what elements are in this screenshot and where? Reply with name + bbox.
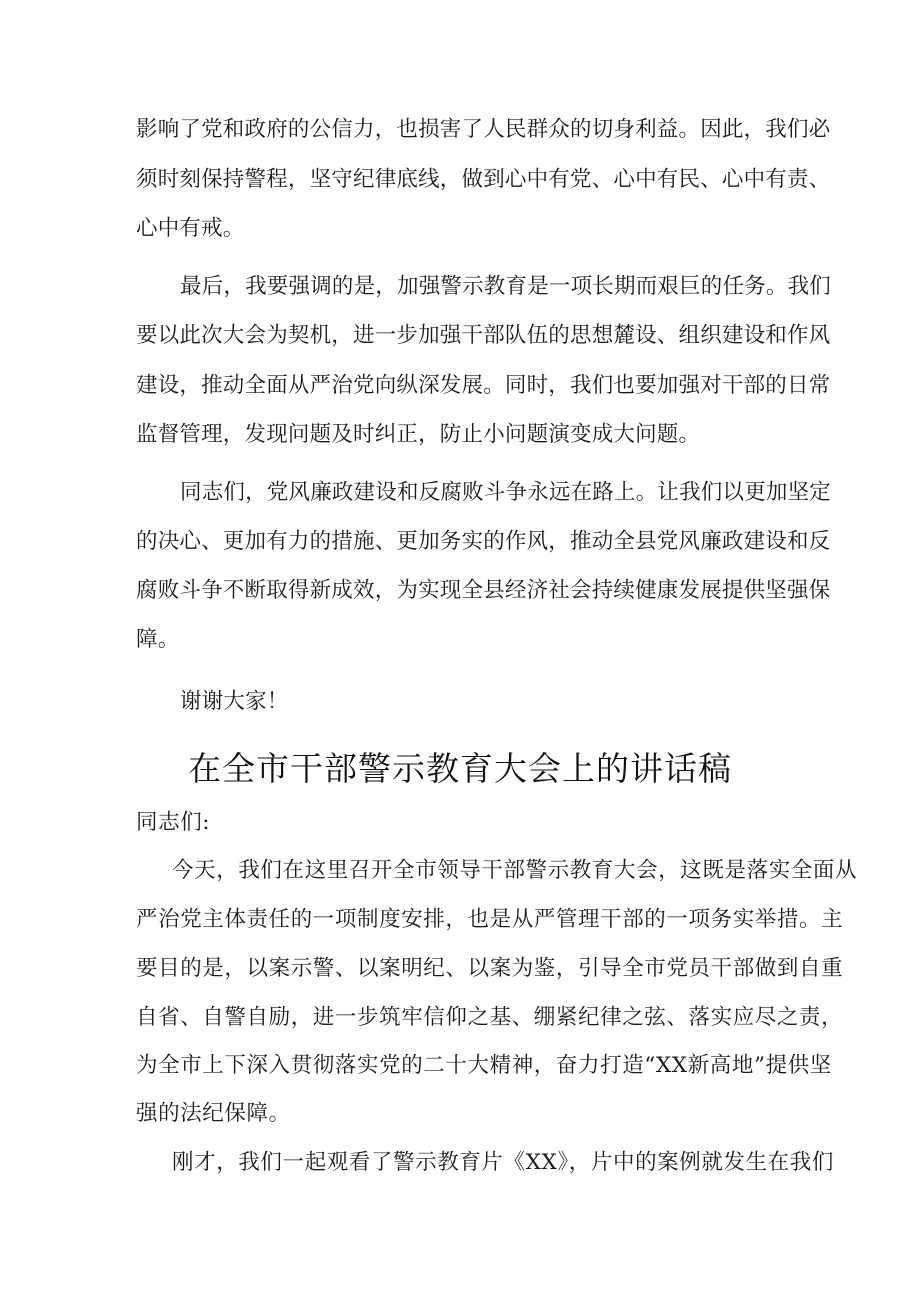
paragraph-line: 要以此次大会为契机，进一步加强干部队伍的思想麓设、组织建设和作风 bbox=[136, 323, 831, 348]
paragraph-line: 今天，我们在这里召开全市领导干部警示教育大会，这既是落实全面从 bbox=[172, 858, 858, 883]
paragraph-line: 最后，我要强调的是，加强警示教育是一项长期而艰巨的任务。我们 bbox=[180, 274, 832, 299]
salutation: 同志们: bbox=[136, 810, 211, 835]
paragraph-line: 要目的是，以案示警、以案明纪、以案为鉴，引导全市党员干部做到自重 bbox=[136, 956, 844, 981]
paragraph-line: 自省、自警自励，进一步筑牢信仰之基、绷紧纪律之弦、落实应尽之责， bbox=[136, 1005, 844, 1030]
paragraph-line: 腐败斗争不断取得新成效，为实现全县经济社会持续健康发展提供坚强保 bbox=[136, 578, 831, 603]
paragraph-line: 严治党主体责任的一项制度安排，也是从严管理干部的一项务实举措。主 bbox=[136, 907, 844, 932]
paragraph-line: 为全市上下深入贯彻落实党的二十大精神，奋力打造“XX新高地”提供坚 bbox=[136, 1053, 832, 1078]
paragraph-line: 监督管理，发现问题及时纠正，防止小问题演变成大问题。 bbox=[136, 422, 701, 447]
speech-title: 在全市干部警示教育大会上的讲话稿 bbox=[188, 749, 732, 788]
paragraph-line: 影响了党和政府的公信力，也损害了人民群众的切身利益。因此，我们必 bbox=[136, 117, 831, 142]
closing-line: 谢谢大家！ bbox=[180, 689, 289, 714]
paragraph-line: 同志们，党风廉政建设和反腐败斗争永远在路上。让我们以更加坚定 bbox=[180, 480, 832, 505]
paragraph-line: 心中有戒。 bbox=[136, 216, 245, 241]
paragraph-line: 建设，推动全面从严治党向纵深发展。同时，我们也要加强对干部的日常 bbox=[136, 373, 831, 398]
paragraph-line: 的决心、更加有力的措施、更加务实的作风，推动全县党风廉政建设和反 bbox=[136, 529, 831, 554]
paragraph-line: 须时刻保持警程，坚守纪律底线，做到心中有党、心中有民、心中有责、 bbox=[136, 167, 831, 192]
paragraph-line: 障。 bbox=[136, 627, 180, 652]
paragraph-line: 强的法纪保障。 bbox=[136, 1101, 291, 1126]
paragraph-line: 刚才，我们一起观看了警示教育片《XX》，片中的案例就发生在我们 bbox=[172, 1150, 834, 1175]
